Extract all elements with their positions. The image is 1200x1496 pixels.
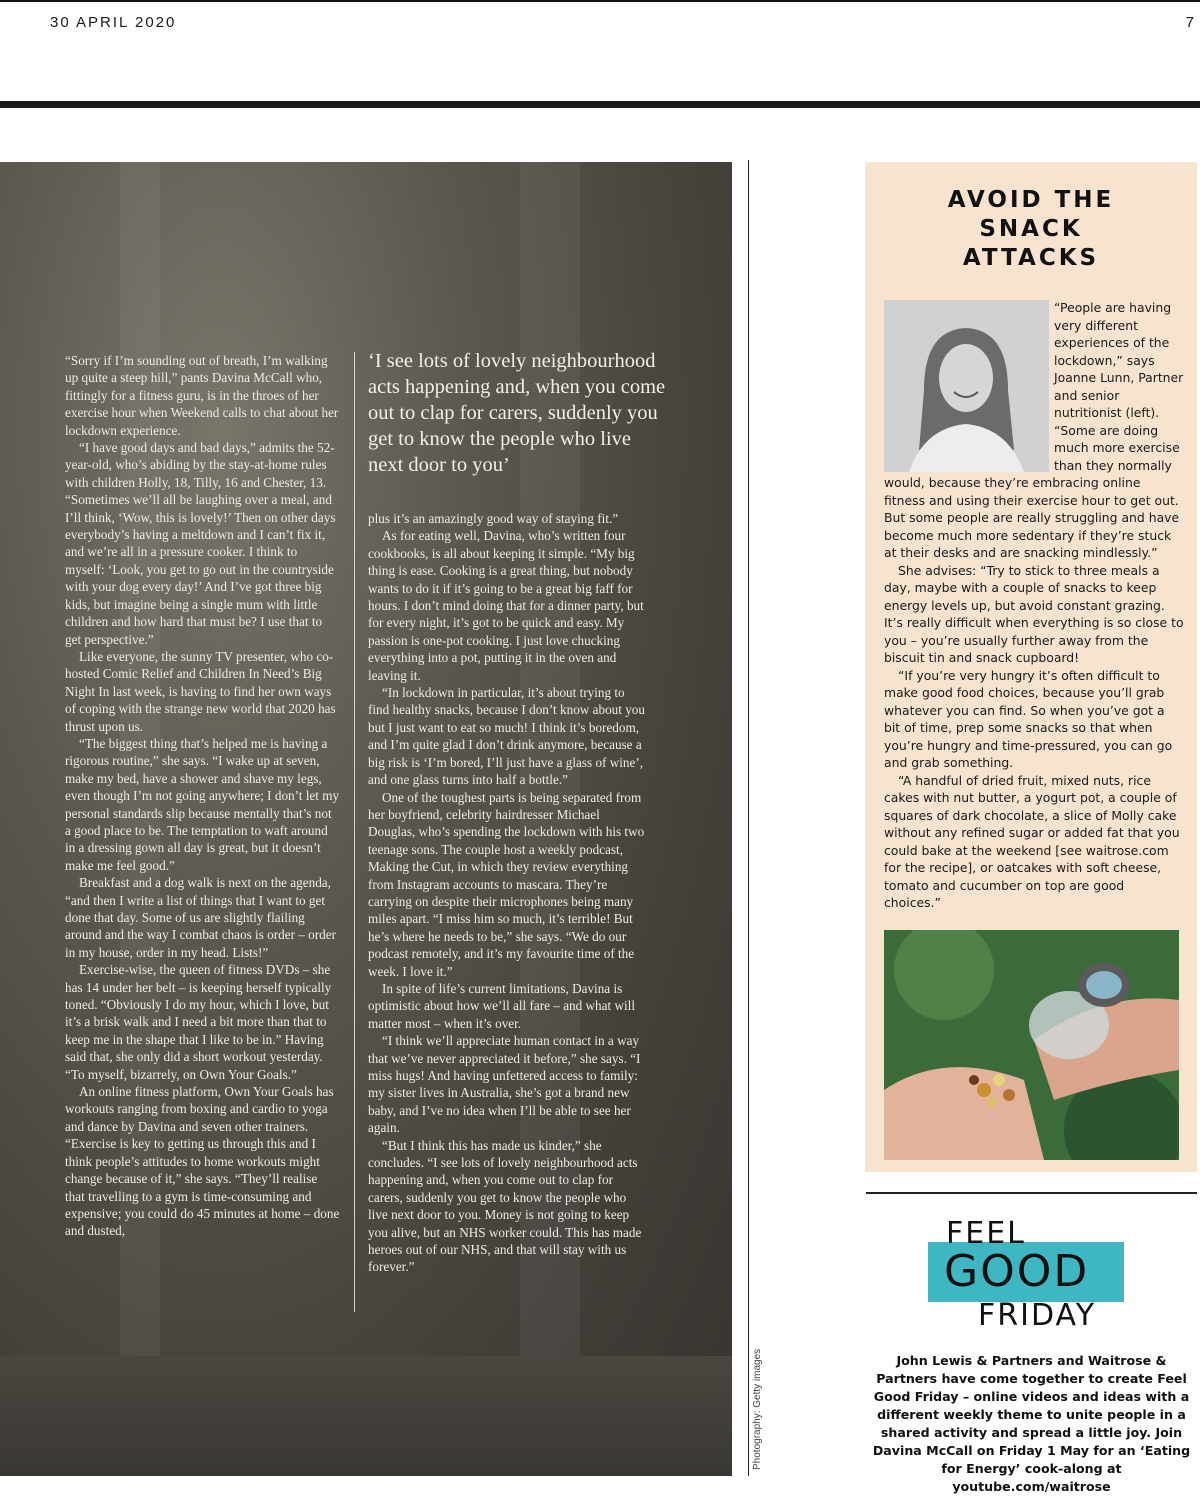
sidebar-body	[884, 299, 1184, 912]
sidebar-title-line: SNACK	[979, 216, 1083, 242]
sidebar-title-line: ATTACKS	[962, 245, 1100, 271]
article-paragraph: Exercise-wise, the queen of fitness DVDs – she has 14 under her belt – is keeping herself typically toned. “Obviously I do my hour, which I love, but it’s a brisk walk and I need a bit more than that to keep me in the shape that I like to be in.” Having said that, she only did a short workout yesterday. “To myself, bizarrely, on Own Your Goals.”	[65, 962, 332, 1082]
snack-jar-photo	[884, 930, 1179, 1160]
page-number: 7	[1185, 14, 1194, 31]
issue-date: 30 APRIL 2020	[50, 14, 177, 31]
logo-feel: FEEL	[946, 1216, 1026, 1251]
article-paragraph: An online fitness platform, Own Your Goals has workouts ranging from boxing and cardio to yoga and dance by Davina and seven other trainers. “Exercise is key to getting us through this and I think people’s attitudes to home workouts might change because of it,” she says. “They’ll realise that travelling to a gym is time-consuming and expensive; you could do 45 minutes at home – done and dusted,	[65, 1084, 340, 1239]
article-paragraph: plus it’s an amazingly good way of staying fit.”	[368, 511, 619, 526]
article-column-1	[65, 352, 340, 1240]
sidebar-paragraph: “People are having very different experiences of the lockdown,” says Joanne Lunn, Partner and senior nutritionist (left). “Some are doing much more exercise than they normally would, because they’re embracing online fitness and using their exercise hour to get out. But some people are really struggling and have become much more sedentary if they’re stuck at their desks and are snacking mindlessly.”	[884, 300, 1184, 560]
ad-text: John Lewis & Partners and Waitrose & Partners have come together to create Feel Good Friday – online videos and ideas with a different weekly theme to unite people in a shared activity and spread a little joy. Join Davina McCall on Friday 1 May for an ‘Eating for Energy’ cook-along at youtube.com/waitrose	[872, 1353, 1191, 1494]
article-paragraph: “I have good days and bad days,” admits the 52-year-old, who’s abiding by the stay-at-home rules with children Holly, 18, Tilly, 16 and Chester, 13. “Sometimes we’ll all be laughing over a meal, and I’ll think, ‘Wow, this is lovely!’ Then on other days everybody’s having a meltdown and I can’t fix it, and we’re all in a pressure cooker. I think to myself: ‘Look, you get to go out in the countryside with your dog every day!’ And I’ve got three big kids, but imagine being a single mum with little children and how hard that must be? I use that to get perspective.”	[65, 440, 336, 647]
pull-quote: ‘I see lots of lovely neighbourhood acts happening and, when you come out to clap for carers, suddenly you get to know the people who live next door to you’	[368, 350, 666, 476]
header-bar	[0, 101, 1200, 108]
article-paragraph: “In lockdown in particular, it’s about trying to find healthy snacks, because I don’t know about you but I just want to eat so much! I think it’s boredom, and I’m quite glad I don’t drink anymore, because a big risk is ‘I’m bored, I’ll just have a glass of wine’, and one glass turns into half a bottle.”	[368, 685, 645, 788]
article-paragraph: “Sorry if I’m sounding out of breath, I’m walking up quite a steep hill,” pants Davina McCall who, fittingly for a fitness guru, is in the throes of her exercise hour when Weekend calls to chat about her lockdown experience.	[65, 353, 339, 438]
article-paragraph: “I think we’ll appreciate human contact in a way that we’ve never appreciated it before,” she says. “I miss hugs! And having unfettered access to family: my sister lives in Australia, she’s got a brand new baby, and I’ve no idea when I’ll be able to see her again.	[368, 1033, 641, 1136]
article-paragraph: Breakfast and a dog walk is next on the agenda, “and then I write a list of things that I want to get done that day. Some of us are slightly flailing around and the way I combat chaos is order – order in my house, order in my head. Lists!”	[65, 875, 336, 960]
sidebar-paragraph: “If you’re very hungry it’s often difficult to make good food choices, because you’ll grab whatever you can find. So when you’ve got a bit of time, prep some snacks so that when you’re hungry and time-pressured, you can go and grab something.	[884, 667, 1173, 770]
column-divider	[354, 352, 355, 1312]
article-paragraph: In spite of life’s current limitations, Davina is optimistic about how we’ll all fare – and what will matter most – when it’s over.	[368, 980, 635, 1031]
vertical-rule	[748, 160, 749, 1476]
sidebar-paragraph: She advises: “Try to stick to three meals a day, maybe with a couple of snacks to keep energy levels up, but avoid constant grazing. It’s really difficult when everything is so close to you – you’re usually further away from the biscuit tin and snack cupboard!	[884, 562, 1184, 665]
article-paragraph: One of the toughest parts is being separated from her boyfriend, celebrity hairdresser Michael Douglas, who’s spending the lockdown with his two teenage sons. The couple host a weekly podcast, Making the Cut, in which they review everything from Instagram accounts to mascara. They’re carrying on despite their microphones being many miles apart. “I miss him so much, it’s terrible! But he’s where he needs to be,” she says. “We do our podcast remotely, and it’s my favourite time of the week. I love it.”	[368, 789, 645, 979]
sidebar-paragraph: “A handful of dried fruit, mixed nuts, rice cakes with nut butter, a yogurt pot, a couple of squares of dark chocolate, a slice of Molly cake without any refined sugar or added fat that you could bake at the weekend [see waitrose.com for the recipe], or oatcakes with soft cheese, tomato and cucumber on top are good choices.”	[884, 772, 1180, 910]
ad-rule	[866, 1192, 1197, 1194]
sidebar-title-line: AVOID THE	[947, 187, 1115, 213]
photo-credit: Photography: Getty images	[752, 1348, 763, 1470]
floor	[0, 1356, 732, 1476]
article-paragraph: As for eating well, Davina, who’s written four cookbooks, is all about keeping it simple. “My big thing is ease. Cooking is a great thing, but nobody wants to do it if it’s going to be a great big faff for hours. I don’t mind doing that for a dinner party, but for every night, it’s got to be quick and easy. My passion is one-pot cooking. I just love chucking everything into a pot, putting it in the oven and leaving it.	[368, 528, 644, 683]
article-paragraph: Like everyone, the sunny TV presenter, who co-hosted Comic Relief and Children In Need’s Big Night In last week, is having to find her own ways of coping with the strange new world that 2020 has thrust upon us.	[65, 648, 336, 734]
top-rule	[0, 0, 1200, 2]
logo-friday: FRIDAY	[978, 1298, 1097, 1333]
article-paragraph: “The biggest thing that’s helped me is having a rigorous routine,” she says. “I wake up at seven, make my bed, have a shower and shave my legs, even though I’m not going anywhere; I don’t let my personal standards slip because mentally that’s not a good place to be. The temptation to waft around in a dressing gown all day is great, but it doesn’t make me feel good.”	[65, 735, 340, 873]
article-column-2	[368, 510, 646, 1276]
article-paragraph: “But I think this has made us kinder,” she concludes. “I see lots of lovely neighbourhood acts happening and, when you come out to clap for carers, suddenly you get to know the people who live next door to you. Money is not going to keep you alive, but an NHS worker could. This has made heroes out of our NHS, and that will stay with us forever.”	[368, 1137, 642, 1275]
feel-good-friday-logo	[920, 1210, 1140, 1350]
logo-good: GOOD	[944, 1246, 1090, 1297]
sidebar-title	[865, 186, 1197, 273]
